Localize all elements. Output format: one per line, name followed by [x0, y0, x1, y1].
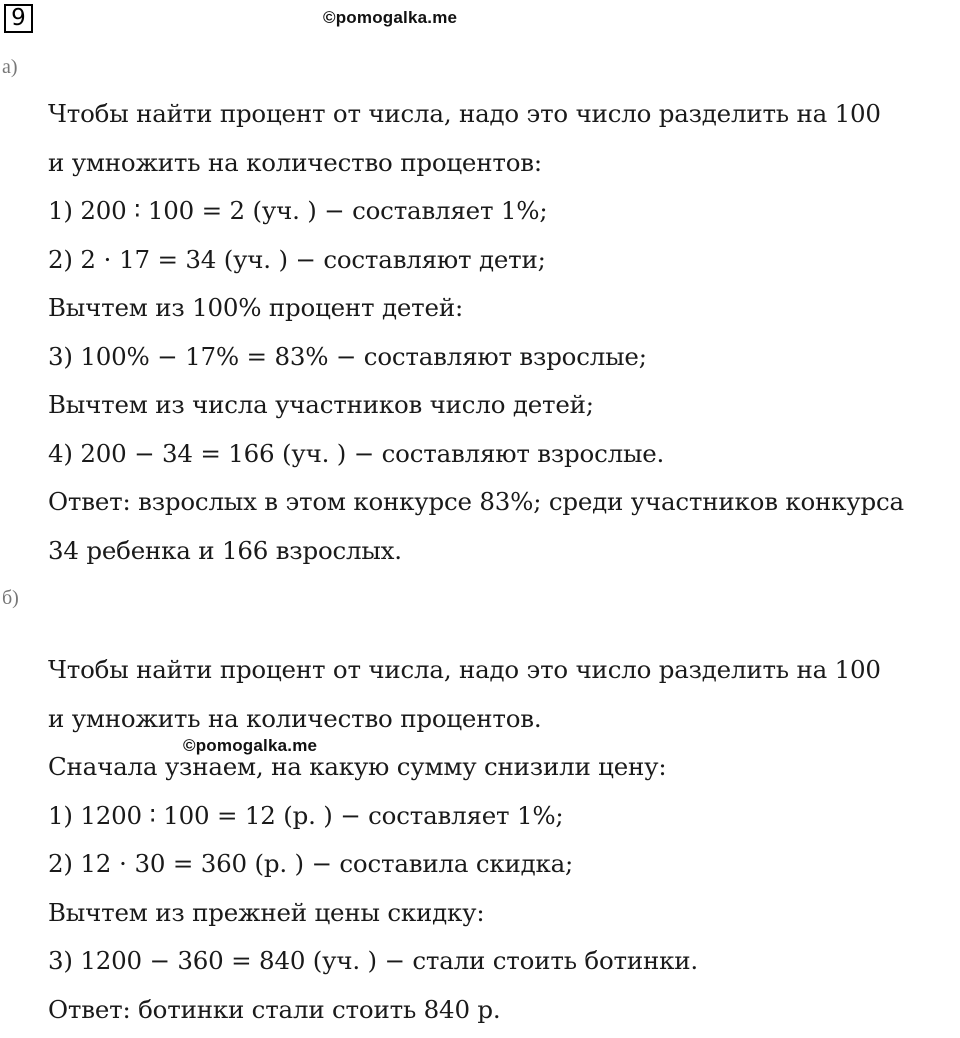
solution-line: 2) 12 ⋅ 30 = 360 (р. ) − составила скидка;	[48, 844, 958, 893]
part-a-solution	[48, 94, 958, 579]
answer-line: Ответ: взрослых в этом конкурсе 83%; среди участников конкурса	[48, 482, 958, 531]
watermark-middle: ©pomogalka.me	[183, 736, 317, 756]
part-a-label: а)	[2, 56, 18, 79]
solution-line: Чтобы найти процент от числа, надо это число разделить на 100	[48, 650, 958, 699]
solution-line: и умножить на количество процентов:	[48, 143, 958, 192]
solution-line: 4) 200 − 34 = 166 (уч. ) − составляют взрослые.	[48, 434, 958, 483]
solution-line: Вычтем из числа участников число детей;	[48, 385, 958, 434]
solution-line: Чтобы найти процент от числа, надо это число разделить на 100	[48, 94, 958, 143]
answer-line: 34 ребенка и 166 взрослых.	[48, 531, 958, 580]
solution-line: 2) 2 ⋅ 17 = 34 (уч. ) − составляют дети;	[48, 240, 958, 289]
solution-line: Вычтем из 100% процент детей:	[48, 288, 958, 337]
solution-line: 3) 1200 − 360 = 840 (уч. ) − стали стоить ботинки.	[48, 941, 958, 990]
solution-line: и умножить на количество процентов.	[48, 699, 958, 748]
solution-line: Вычтем из прежней цены скидку:	[48, 893, 958, 942]
watermark-top: ©pomogalka.me	[323, 8, 457, 28]
answer-line: Ответ: ботинки стали стоить 840 р.	[48, 990, 958, 1038]
solution-line: 1) 200 ∶ 100 = 2 (уч. ) − составляет 1%;	[48, 191, 958, 240]
solution-line: Сначала узнаем, на какую сумму снизили цену:	[48, 747, 958, 796]
task-number-box: 9	[4, 4, 33, 33]
solution-line: 3) 100% − 17% = 83% − составляют взрослые;	[48, 337, 958, 386]
solution-line: 1) 1200 ∶ 100 = 12 (р. ) − составляет 1%;	[48, 796, 958, 845]
part-b-label: б)	[2, 587, 19, 610]
part-b-solution	[48, 650, 958, 1038]
